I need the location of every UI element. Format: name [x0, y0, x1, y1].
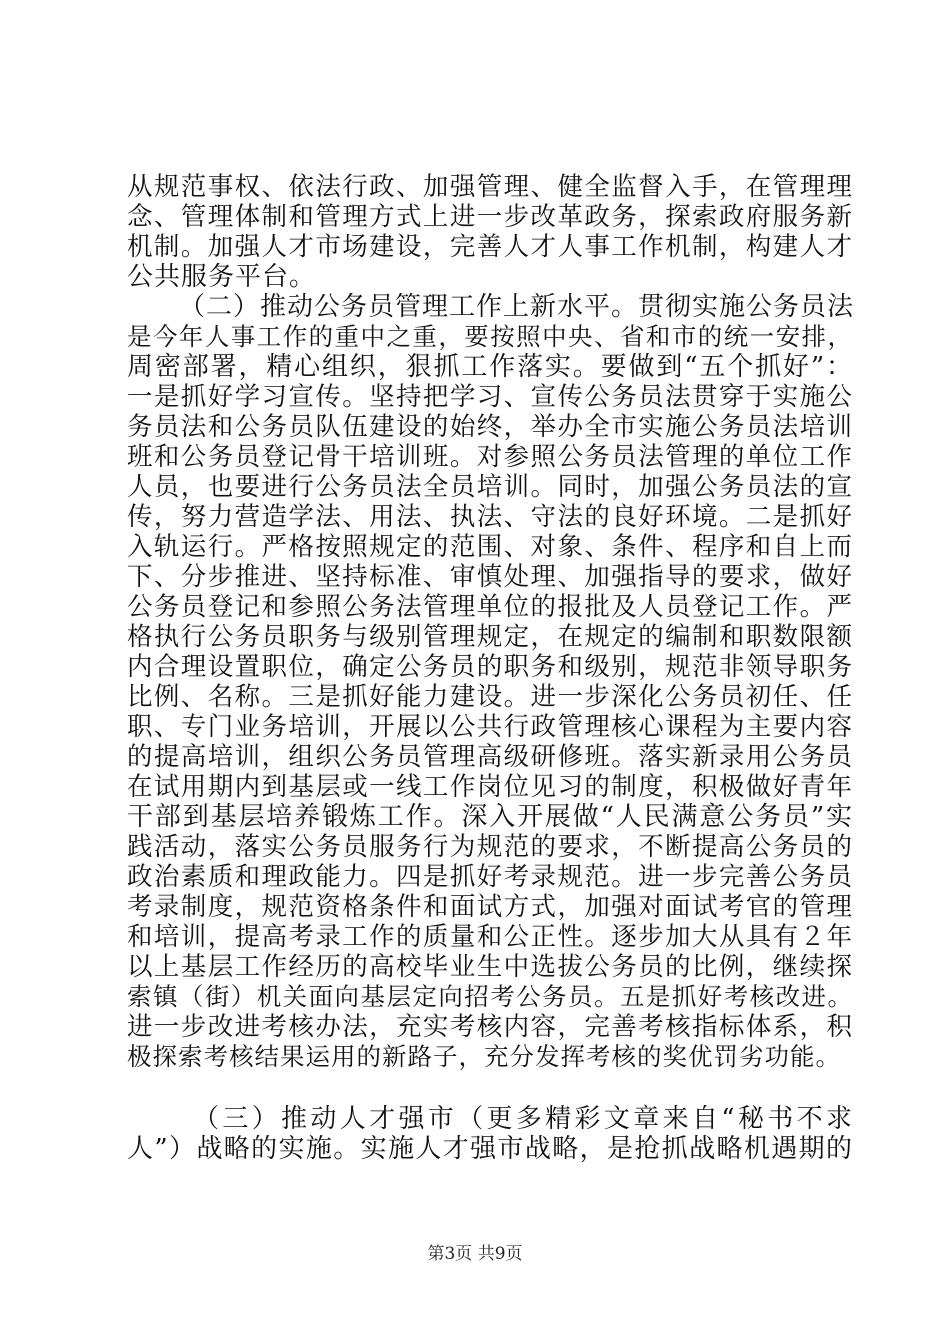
- section-heading-three: （三）推动人才强市（更多精彩文章来自“秘书不求: [193, 1104, 853, 1134]
- text-line: 职、专门业务培训，开展以公共行政管理核心课程为主要内容: [127, 712, 853, 742]
- document-body: [127, 172, 853, 1164]
- text-line: 考录制度，规范资格条件和面试方式，加强对面试考官的管理: [127, 892, 853, 922]
- text-line: 干部到基层培养锻炼工作。深入开展做“人民满意公务员”实: [127, 802, 853, 832]
- text-line: 践活动，落实公务员服务行为规范的要求，不断提高公务员的: [127, 832, 853, 862]
- text-line: 入轨运行。严格按照规定的范围、对象、条件、程序和自上而: [127, 532, 853, 562]
- text-line: 比例、名称。三是抓好能力建设。进一步深化公务员初任、任: [127, 682, 853, 712]
- text-line: 格执行公务员职务与级别管理规定，在规定的编制和职数限额: [127, 622, 853, 652]
- text-line: 索镇（街）机关面向基层定向招考公务员。五是抓好考核改进。: [127, 982, 853, 1011]
- text-line: 班和公务员登记骨干培训班。对参照公务员法管理的单位工作: [127, 442, 853, 472]
- page-footer: 第3页 共9页: [427, 1244, 523, 1264]
- text-line: 和培训，提高考录工作的质量和公正性。逐步加大从具有２年: [127, 922, 853, 952]
- paragraph-gap: [127, 1072, 853, 1104]
- text-line: 念、管理体制和管理方式上进一步改革政务，探索政府服务新: [127, 202, 853, 232]
- text-line: 人”）战略的实施。实施人才强市战略，是抢抓战略机遇期的: [127, 1134, 853, 1164]
- text-line: 一是抓好学习宣传。坚持把学习、宣传公务员法贯穿于实施公: [127, 382, 853, 412]
- section-heading-two: （二）推动公务员管理工作上新水平。贯彻实施公务员法: [179, 292, 855, 322]
- text-line: 内合理设置职位，确定公务员的职务和级别，规范非领导职务: [127, 652, 853, 682]
- text-line: 下、分步推进、坚持标准、审慎处理、加强指导的要求，做好: [127, 562, 853, 592]
- text-line: 在试用期内到基层或一线工作岗位见习的制度，积极做好青年: [127, 772, 853, 802]
- text-line: 公务员登记和参照公务法管理单位的报批及人员登记工作。严: [127, 592, 853, 622]
- text-line: 政治素质和理政能力。四是抓好考录规范。进一步完善公务员: [127, 862, 853, 892]
- text-line: 是今年人事工作的重中之重，要按照中央、省和市的统一安排，: [127, 322, 853, 351]
- text-line: 公共服务平台。: [127, 262, 317, 292]
- text-line: 极探索考核结果运用的新路子，充分发挥考核的奖优罚劣功能。: [127, 1042, 841, 1071]
- text-line: 传，努力营造学法、用法、执法、守法的良好环境。二是抓好: [127, 502, 853, 532]
- text-line: 从规范事权、依法行政、加强管理、健全监督入手，在管理理: [127, 172, 853, 202]
- text-line: 人员，也要进行公务员法全员培训。同时，加强公务员法的宣: [127, 472, 853, 502]
- text-line: 进一步改进考核办法，充实考核内容，完善考核指标体系，积: [127, 1012, 853, 1042]
- text-line: 的提高培训，组织公务员管理高级研修班。落实新录用公务员: [127, 742, 853, 772]
- text-line: 务员法和公务员队伍建设的始终，举办全市实施公务员法培训: [127, 412, 853, 442]
- text-line: 周密部署，精心组织，狠抓工作落实。要做到“五个抓好”：: [127, 352, 853, 382]
- text-line: 以上基层工作经历的高校毕业生中选拔公务员的比例，继续探: [127, 952, 853, 982]
- text-line: 机制。加强人才市场建设，完善人才人事工作机制，构建人才: [127, 232, 853, 262]
